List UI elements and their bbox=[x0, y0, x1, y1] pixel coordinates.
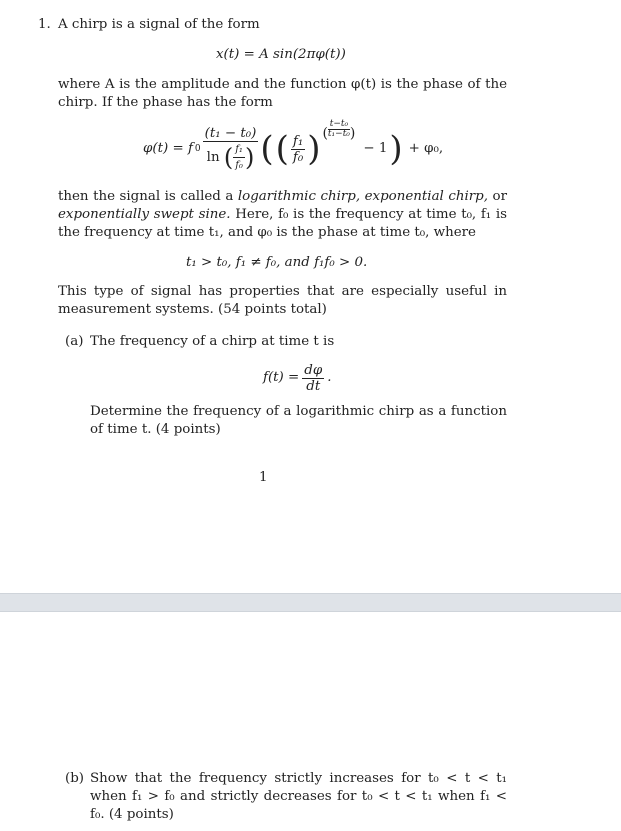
exponent-num: t−t₀ bbox=[329, 119, 349, 130]
then-paragraph bbox=[58, 188, 507, 242]
frequency-den: dt bbox=[306, 378, 321, 394]
equation-conditions: t₁ > t₀, f₁ ≠ f₀, and f₁f₀ > 0. bbox=[186, 255, 368, 270]
frequency-fraction bbox=[302, 363, 324, 394]
then-text-3: Here, f₀ is the frequency at time t₀, f₁ is the frequency at time t₁, and φ₀ is the phase at time t₀, where bbox=[58, 207, 507, 240]
page-separator bbox=[0, 593, 621, 612]
frequency-lhs: f(t) = bbox=[263, 370, 300, 385]
exponent-den: t₁−t₀ bbox=[327, 129, 350, 140]
phase-plus-phi: + φ₀, bbox=[408, 141, 444, 156]
frequency-tail: . bbox=[327, 370, 332, 385]
equation-chirp-signal: x(t) = A sin(2πφ(t)) bbox=[216, 47, 346, 62]
phase-lhs: φ(t) = f bbox=[143, 141, 193, 156]
document-page-2 bbox=[0, 612, 621, 831]
part-b-label: (b) bbox=[65, 771, 85, 786]
then-text-1: then the signal is called a bbox=[58, 189, 238, 204]
frequency-num: dφ bbox=[304, 362, 323, 378]
phase-minus-one: − 1 bbox=[363, 141, 388, 156]
phase-fraction bbox=[203, 126, 259, 173]
problem-number: 1. bbox=[38, 17, 51, 32]
power-base bbox=[291, 134, 305, 165]
phase-fraction-den: ln ( $\frac{\text{f₁}}{\text{f₀}}$ ) bbox=[206, 143, 255, 171]
ln-ratio-den: f₀ bbox=[235, 159, 243, 171]
part-a-label: (a) bbox=[65, 334, 84, 349]
then-text-2: or bbox=[488, 189, 507, 204]
ln-ratio-num: f₁ bbox=[233, 142, 245, 158]
power-base-den: f₀ bbox=[292, 149, 304, 165]
part-b-text: Show that the frequency strictly increases for t₀ < t < t₁ when f₁ > f₀ and strictly decreases for t₀ < t < t₁ when f₁ < f₀. (4 points) bbox=[90, 771, 507, 822]
part-a-text: The frequency of a chirp at time t is bbox=[90, 334, 335, 349]
power-exponent: ( $\frac{\text{t−t₀}}{\text{t₁−t₀}}$ ) bbox=[322, 119, 356, 142]
part-a-question: Determine the frequency of a logarithmic chirp as a function of time t. (4 points) bbox=[90, 404, 507, 437]
phase-lhs-sub: 0 bbox=[194, 144, 201, 154]
page-number: 1 bbox=[259, 470, 268, 485]
ln-label: ln bbox=[206, 149, 220, 165]
then-terms-2: exponentially swept sine. bbox=[58, 207, 231, 222]
then-terms: logarithmic chirp, exponential chirp, bbox=[237, 189, 488, 204]
phase-fraction-num: (t₁ − t₀) bbox=[204, 125, 257, 141]
properties-paragraph: This type of signal has properties that are especially useful in measurement systems. (54 points total) bbox=[58, 284, 507, 317]
equation-phase: φ(t) = f 0 (t₁ − t₀) ln ( $\frac{\text{f₁}}{\text{f₀}}$ ) ( ( $\frac{\text{f₁}}{\text{f₀}}$ ) ( $\frac{\text{t−t₀}}{\text{t₁−t₀}}$ ) − 1 ) + φ₀, bbox=[143, 119, 444, 171]
where-paragraph: where A is the amplitude and the function φ(t) is the phase of the chirp. If the phase has the form bbox=[58, 77, 507, 110]
equation-frequency bbox=[263, 360, 331, 396]
problem-intro: A chirp is a signal of the form bbox=[58, 17, 260, 32]
power-base-num: f₁ bbox=[292, 133, 304, 149]
